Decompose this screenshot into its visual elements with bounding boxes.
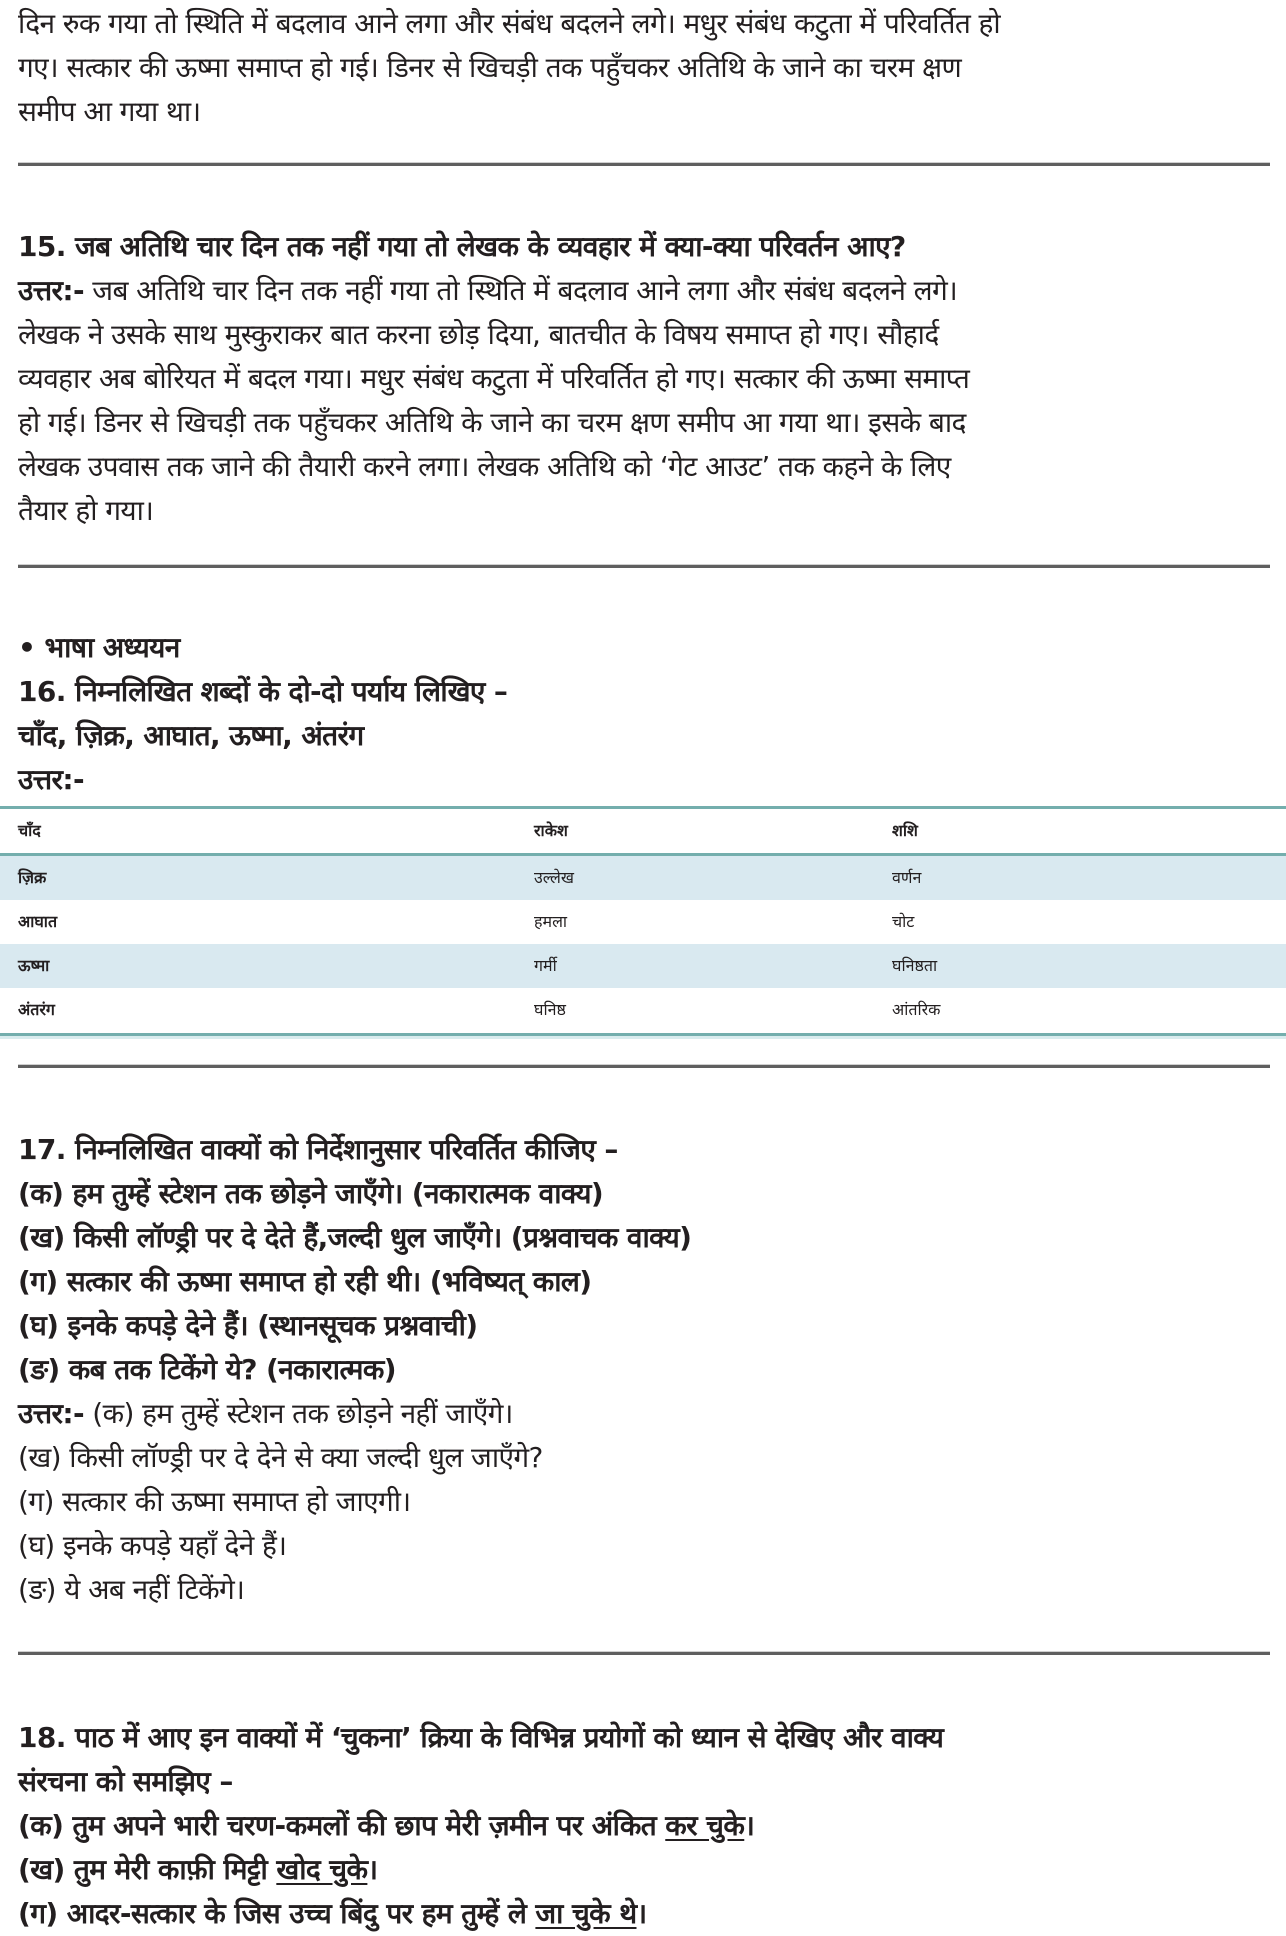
underlined-verb: खोद चुके (276, 1853, 368, 1886)
question-18-text: संरचना को समझिए – (18, 1765, 233, 1798)
item-end: । (636, 1897, 647, 1930)
continuation-paragraph (18, 2, 1268, 134)
answer-15-line: लेखक उपवास तक जाने की तैयारी करने लगा। लेखक अतिथि को ‘गेट आउट’ तक कहने के लिए (18, 450, 951, 483)
question-18-text: 18. पाठ में आए इन वाक्यों में ‘चुकना’ क्रिया के विभिन्न प्रयोगों को ध्यान से देखिए और वाक्य (18, 1721, 944, 1754)
section-divider (18, 1651, 1270, 1655)
table-cell: चोट (892, 912, 915, 931)
item-text: (ग) आदर-सत्कार के जिस उच्च बिंदु पर हम तुम्हें ले (18, 1897, 536, 1930)
table-row (0, 988, 1286, 1032)
table-cell: गर्मी (534, 956, 557, 975)
question-16-block (18, 626, 1268, 802)
question-15-block (18, 225, 1268, 533)
answer-17-line: (घ) इनके कपड़े यहाँ देने हैं। (18, 1529, 287, 1562)
question-15-text: 15. जब अतिथि चार दिन तक नहीं गया तो लेखक के व्यवहार में क्या-क्या परिवर्तन आए? (18, 230, 906, 263)
answer-17-line: (ङ) ये अब नहीं टिकेंगे। (18, 1573, 245, 1606)
answer-17-line: (ग) सत्कार की ऊष्मा समाप्त हो जाएगी। (18, 1485, 411, 1518)
table-row (0, 900, 1286, 944)
underlined-verb: जा चुके थे (535, 1897, 637, 1930)
section-title: • भाषा अध्ययन (18, 631, 180, 664)
answer-15-line: हो गई। डिनर से खिचड़ी तक पहुँचकर अतिथि के जाने का चरम क्षण समीप आ गया था। इसके बाद (18, 406, 966, 439)
question-17-item: (क) हम तुम्हें स्टेशन तक छोड़ने जाएँगे। (नकारात्मक वाक्य) (18, 1177, 604, 1210)
question-17-item: (ग) सत्कार की ऊष्मा समाप्त हो रही थी। (भविष्यत् काल) (18, 1265, 592, 1298)
question-16-words: चाँद, ज़िक्र, आघात, ऊष्मा, अंतरंग (18, 719, 364, 752)
question-18-block (18, 1716, 1268, 1936)
question-17-item: (घ) इनके कपड़े देने हैं। (स्थानसूचक प्रश्नवाची) (18, 1309, 478, 1342)
table-row (0, 856, 1286, 900)
question-18-item (18, 1804, 1268, 1848)
question-17-block (18, 1128, 1268, 1612)
question-17-item: (ख) किसी लॉण्ड्री पर दे देते हैं,जल्दी धुल जाएँगे। (प्रश्नवाचक वाक्य) (18, 1221, 692, 1254)
table-cell: वर्णन (892, 868, 922, 887)
answer-17-first-line (18, 1392, 1268, 1436)
item-text: (क) तुम अपने भारी चरण-कमलों की छाप मेरी ज़मीन पर अंकित (18, 1809, 666, 1842)
answer-15-line: तैयार हो गया। (18, 494, 154, 527)
section-divider (18, 162, 1270, 166)
answer-15-line: व्यवहार अब बोरियत में बदल गया। मधुर संबंध कटुता में परिवर्तित हो गए। सत्कार की ऊष्मा समाप्त (18, 362, 970, 395)
question-18-item (18, 1892, 1268, 1936)
question-18-item (18, 1848, 1268, 1892)
item-end: । (367, 1853, 378, 1886)
table-cell: हमला (534, 912, 568, 931)
question-16-text: 16. निम्नलिखित शब्दों के दो-दो पर्याय लिखिए – (18, 675, 508, 708)
underlined-verb: कर चुके (665, 1809, 745, 1842)
section-divider (18, 1064, 1270, 1068)
table-row (0, 944, 1286, 988)
answer-text: जब अतिथि चार दिन तक नहीं गया तो स्थिति में बदलाव आने लगा और संबंध बदलने लगे। (83, 274, 958, 307)
answer-label: उत्तर:- (18, 274, 84, 307)
table-cell: उल्लेख (534, 868, 574, 887)
table-cell: चाँद (18, 821, 41, 840)
table-cell: अंतरंग (18, 1000, 55, 1019)
answer-15-first-line (18, 269, 1268, 313)
text-line: समीप आ गया था। (18, 95, 201, 128)
table-cell: राकेश (534, 821, 568, 840)
table-cell: घनिष्ठ (534, 1000, 566, 1019)
question-17-item: (ङ) कब तक टिकेंगे ये? (नकारात्मक) (18, 1353, 396, 1386)
answer-17-line: (ख) किसी लॉण्ड्री पर दे देने से क्या जल्दी धुल जाएँगे? (18, 1441, 543, 1474)
section-divider (18, 564, 1270, 568)
item-end: । (744, 1809, 755, 1842)
answer-text: (क) हम तुम्हें स्टेशन तक छोड़ने नहीं जाएँगे। (83, 1397, 513, 1430)
question-17-text: 17. निम्नलिखित वाक्यों को निर्देशानुसार परिवर्तित कीजिए – (18, 1133, 618, 1166)
table-cell: आघात (18, 912, 58, 931)
table-cell: घनिष्ठता (892, 956, 938, 975)
table-cell: ज़िक्र (18, 868, 47, 887)
table-bottom-shadow (0, 1036, 1286, 1039)
table-cell: आंतरिक (892, 1000, 941, 1019)
table-cell: ऊष्मा (18, 956, 50, 975)
table-cell: शशि (892, 821, 918, 840)
item-text: (ख) तुम मेरी काफ़ी मिट्टी (18, 1853, 277, 1886)
answer-label: उत्तर:- (18, 1397, 84, 1430)
answer-15-line: लेखक ने उसके साथ मुस्कुराकर बात करना छोड़ दिया, बातचीत के विषय समाप्त हो गए। सौहार्द (18, 318, 939, 351)
text-line: गए। सत्कार की ऊष्मा समाप्त हो गई। डिनर से खिचड़ी तक पहुँचकर अतिथि के जाने का चरम क्षण (18, 51, 962, 84)
text-line: दिन रुक गया तो स्थिति में बदलाव आने लगा और संबंध बदलने लगे। मधुर संबंध कटुता में परिवर्तित हो (18, 7, 1000, 40)
table-header-row (0, 809, 1286, 853)
answer-label: उत्तर:- (18, 763, 84, 796)
